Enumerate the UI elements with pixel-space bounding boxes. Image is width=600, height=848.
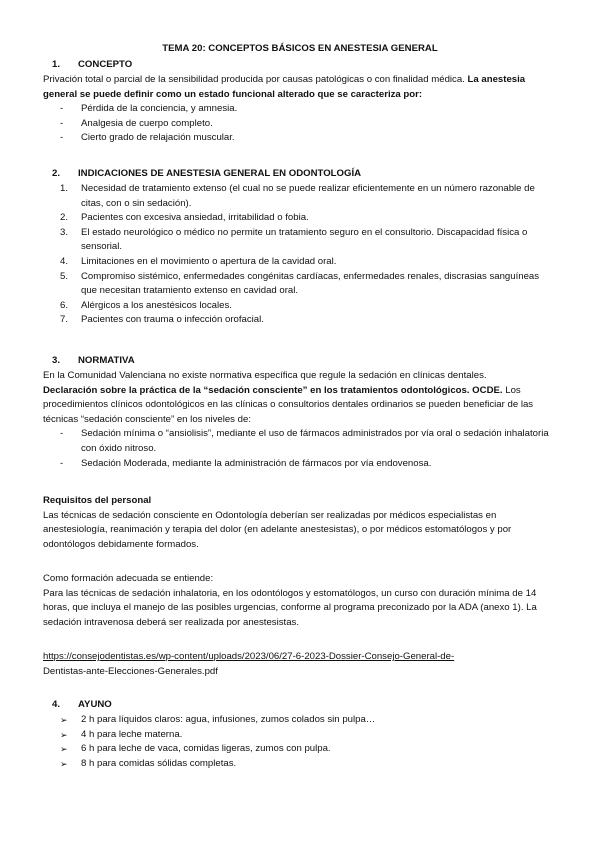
list-item [43,757,553,772]
list-text: 2 h para líquidos claros: agua, infusiones, zumos colados sin pulpa… [81,714,376,725]
list-text: 8 h para comidas sólidas completas. [81,757,237,769]
section-4-number: 4. [52,699,61,710]
list-item: - Sedación Moderada, mediante la administración de fármacos por vía endovenosa. [43,457,553,472]
list-item [43,313,553,328]
section-3-heading [52,354,135,369]
concept-paragraph [43,73,553,102]
section-2-title: INDICACIONES DE ANESTESIA GENERAL EN ODONTOLOGÍA [78,168,362,179]
training-text: Para las técnicas de sedación inhalatoria, en los odontólogos y estomatólogos, un curso con duración mínima de 14 horas, que incluya el manejo de las posibles urgencias, conforme al programa preconizado por la ADA (anexo 1). La sedación intravenosa deberá ser realizada por anestesistas. [43,587,537,628]
section-3-body [43,369,553,471]
concept-definition-bold: La anestesia general se puede definir como un estado funcional alterado que se caracteriza por: [43,74,526,100]
sedation-levels-list [43,427,553,471]
training-section [43,572,553,630]
list-number: 1. [60,183,69,194]
list-text: 4 h para leche materna. [81,728,183,740]
concept-characteristics-list [43,102,553,146]
ocde-description: Los procedimientos clínicos odontológicos en las clínicas o consultorios dentales ordinarios se pueden beneficiar de las técnicas “sedación consciente” en los niveles de: [43,384,534,425]
personnel-requirements-heading: Requisitos del personal [43,495,152,506]
list-item: - Cierto grado de relajación muscular. [43,131,553,146]
section-3-title: NORMATIVA [78,355,135,366]
list-number: 5. [60,270,69,282]
section-2-number: 2. [52,168,61,179]
document-title: TEMA 20: CONCEPTOS BÁSICOS EN ANESTESIA GENERAL [162,43,438,54]
section-1-title: CONCEPTO [78,59,133,70]
list-text: El estado neurológico o médico no permite un tratamiento seguro en el consultorio. Discapacidad física o sensorial. [81,226,528,253]
list-item [43,713,553,728]
section-2-heading [52,167,361,182]
list-number: 4. [60,255,69,267]
list-item: - Analgesia de cuerpo completo. [43,117,553,132]
list-number: 7. [60,314,69,326]
list-text: Pacientes con trauma o infección orofacial. [81,314,264,326]
list-number: 2. [60,212,69,224]
normativa-paragraph-1: En la Comunidad Valenciana no existe normativa específica que regule la sedación en clínicas dentales. [43,370,487,381]
section-4-heading [52,698,112,713]
list-item [43,728,553,743]
list-item [43,226,553,255]
list-item: - Sedación mínima o “ansiolisis”, mediante el uso de fármacos administrados por vía oral o sedación inhalatoria con óxido nitroso. [43,427,553,456]
personnel-requirements-text: Las técnicas de sedación consciente en Odontología deberían ser realizadas por médicos especialistas en anestesiología, reanimación y terapia del dolor (en adelante anestesistas), o por médicos estomatólogos y por odontólogos debidamente formados. [43,509,512,550]
list-text: Limitaciones en el movimiento o apertura de la cavidad oral. [81,255,337,267]
reference-link[interactable] [43,650,553,679]
list-item [43,211,553,226]
list-item [43,255,553,270]
reference-link-block [43,650,553,679]
arrow-bullet-icon: ➢ [60,758,68,769]
ocde-declaration: Declaración sobre la práctica de la “sedación consciente” en los tratamientos odontológicos. OCDE. [43,384,503,396]
personnel-requirements [43,494,553,552]
list-text: Compromiso sistémico, enfermedades congénitas cardíacas, enfermedades renales, discrasias sanguíneas que necesitan tratamiento extenso en cavidad oral. [81,270,540,297]
reference-link-part-1[interactable]: https://consejodentistas.es/wp-content/uploads/2023/06/27-6-2023-Dossier-Consejo-General-de- [43,651,455,662]
arrow-bullet-icon: ➢ [60,715,68,725]
section-1-number: 1. [52,59,61,70]
section-3-number: 3. [52,355,61,366]
list-text: Alérgicos a los anestésicos locales. [81,299,232,311]
concept-definition: Privación total o parcial de la sensibilidad producida por causas patológicas o con finalidad médica. [43,74,465,85]
list-text: Necesidad de tratamiento extenso (el cual no se puede realizar eficientemente en un número razonable de citas, con o sin sedación). [81,183,535,209]
list-text: 6 h para leche de vaca, comidas ligeras, zumos con pulpa. [81,743,331,755]
training-intro: Como formación adecuada se entiende: [43,573,214,584]
arrow-bullet-icon: ➢ [60,729,68,740]
section-1-body [43,73,553,146]
section-4-body [43,713,553,771]
section-2-body [43,182,553,328]
list-number: 3. [60,226,69,238]
list-item: - Pérdida de la conciencia, y amnesia. [43,102,553,117]
list-text: Pacientes con excesiva ansiedad, irritabilidad o fobia. [81,212,309,224]
list-number: 6. [60,299,69,311]
indications-list [43,182,553,328]
section-1-heading [52,58,132,73]
section-4-title: AYUNO [78,699,112,710]
normativa-paragraph-2 [43,384,553,428]
fasting-list [43,713,553,771]
list-item [43,299,553,314]
list-item [43,742,553,757]
reference-link-part-2[interactable]: Dentistas-ante-Elecciones-Generales.pdf [43,665,218,677]
list-item [43,182,553,211]
arrow-bullet-icon: ➢ [60,744,68,755]
list-item [43,270,553,299]
